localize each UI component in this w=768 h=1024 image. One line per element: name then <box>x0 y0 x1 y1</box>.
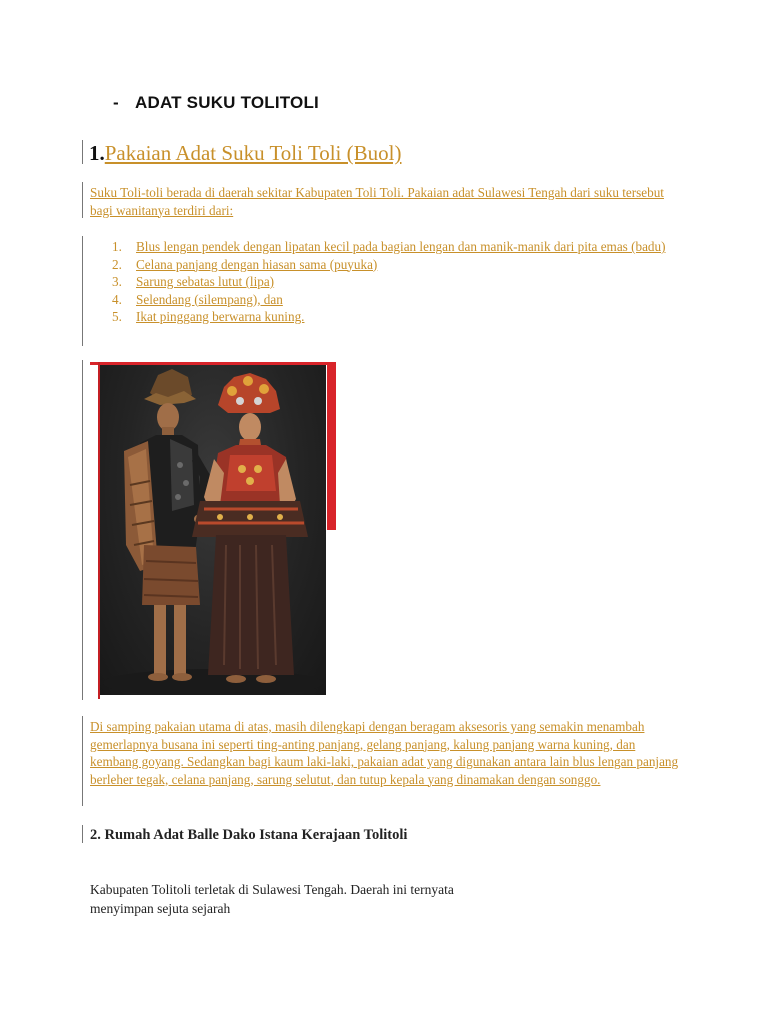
section-2-heading: 2. Rumah Adat Balle Dako Istana Kerajaan Tolitoli <box>90 827 408 843</box>
document-heading <box>113 93 319 113</box>
heading-dash: - <box>113 93 119 112</box>
section-1-number: 1. <box>89 141 105 165</box>
costume-couple-image <box>100 365 326 695</box>
section-1-title-link[interactable]: Pakaian Adat Suku Toli Toli (Buol) <box>104 141 402 165</box>
margin-bar <box>82 140 83 164</box>
list-item[interactable]: 2. Celana panjang dengan hiasan sama (puyuka) <box>112 256 378 272</box>
section-1-paragraph-link[interactable]: Di samping pakaian utama di atas, masih dilengkapi dengan beragam aksesoris yang semakin menambah gemerlapnya busana ini seperti ting-anting panjang, gelang panjang, kalung panjang warna kuning, dan kembang goyang. Sedangkan bagi kaum laki-laki, pakaian adat yang digunakan antara lain blus lengan panjang berleher tegak, celana panjang, sarung selutut, dan tutup kepala yang dinamakan dengan songgo. <box>90 719 679 787</box>
traditional-costume-photo <box>90 362 336 699</box>
section-1-heading <box>89 141 401 166</box>
margin-bar <box>82 716 83 806</box>
list-item[interactable]: 1. Blus lengan pendek dengan lipatan kecil pada bagian lengan dan manik-manik dari pita emas (badu) <box>112 239 666 254</box>
list-item[interactable]: 5. Ikat pinggang berwarna kuning. <box>112 309 305 324</box>
margin-bar <box>82 236 83 346</box>
list-item[interactable]: 4. Selendang (silempang), dan <box>112 291 283 307</box>
section-1-intro-link[interactable]: Suku Toli-toli berada di daerah sekitar Kabupaten Toli Toli. Pakaian adat Sulawesi Tengah dari suku tersebut bagi wanitanya terdiri dari: <box>90 185 664 218</box>
list-item[interactable]: 3. Sarung sebatas lutut (lipa) <box>112 274 275 289</box>
margin-bar <box>82 825 83 843</box>
margin-bar <box>82 182 83 218</box>
margin-bar <box>82 360 83 700</box>
heading-text: ADAT SUKU TOLITOLI <box>135 93 319 112</box>
section-2-text: Kabupaten Tolitoli terletak di Sulawesi Tengah. Daerah ini ternyata menyimpan sejuta sejarah <box>90 882 454 916</box>
clothing-list <box>112 238 672 326</box>
